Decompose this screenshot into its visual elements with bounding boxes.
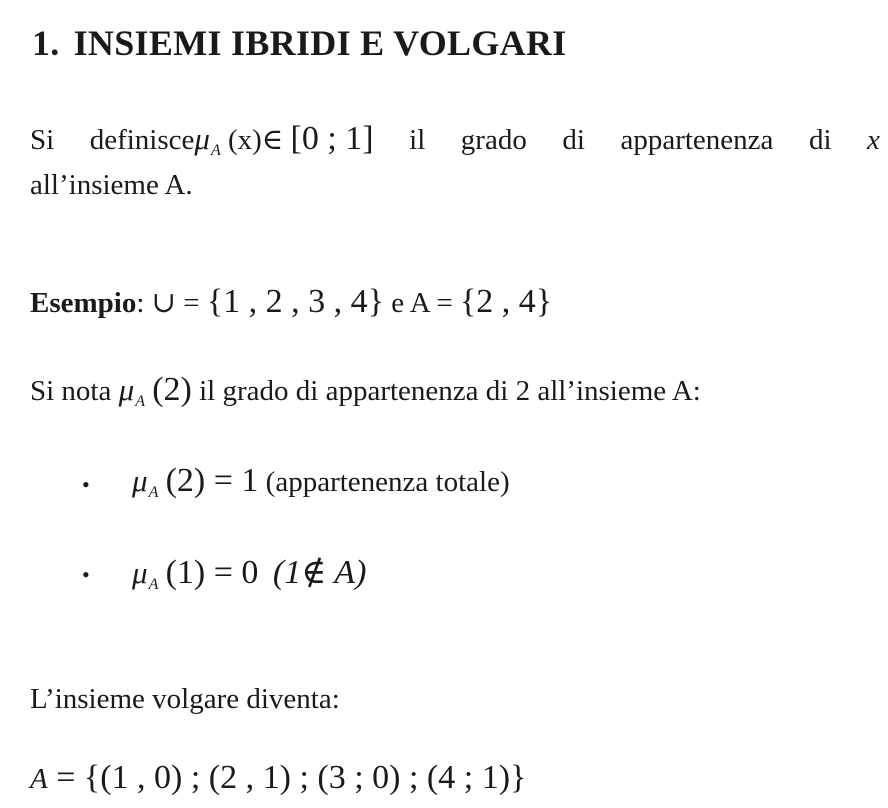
mu-subscript: A (148, 484, 159, 501)
example-connector: e A = (383, 287, 460, 319)
example-line (30, 282, 552, 323)
membership-arg: (x)∈ (227, 124, 284, 156)
section-heading (32, 22, 567, 64)
definition-line-1 (30, 120, 880, 160)
interval: [0 ; 1] (290, 120, 374, 157)
note-arg: (2) (152, 371, 192, 408)
definition-word: grado (460, 124, 527, 156)
definition-membership-expr (90, 120, 374, 160)
mu-symbol: μ (118, 372, 135, 407)
mu-subscript: A (148, 576, 159, 593)
definition-word: appartenenza (620, 124, 774, 156)
bullet-dot: • (82, 472, 90, 497)
bullet-note: (1∉ A) (272, 554, 367, 591)
note-suffix: il grado di appartenenza di 2 all’insieme A: (191, 375, 701, 407)
mu-symbol: μ (194, 121, 210, 156)
crisp-set-rhs: = {(1 , 0) ; (2 , 1) ; (3 ; 0) ; (4 ; 1)} (47, 759, 527, 796)
note-prefix: Si nota (30, 375, 119, 407)
universe-symbol: ∪ = (151, 287, 207, 319)
definition-word: di (808, 124, 832, 156)
section-title: INSIEMI IBRIDI E VOLGARI (73, 23, 567, 63)
definition-word: di (562, 124, 585, 156)
mu-subscript: A (210, 142, 221, 159)
mu-symbol: μ (132, 555, 148, 590)
bullet-dot: • (82, 562, 90, 587)
definition-word: il (409, 124, 426, 156)
definition-variable: x (867, 124, 880, 156)
bullet-item-2 (132, 552, 366, 594)
bullet-expr: (1) = 0 (165, 554, 259, 591)
crisp-set-formula (30, 758, 526, 799)
section-number: 1. (32, 23, 60, 63)
definition-line-2: all’insieme A. (30, 169, 193, 201)
example-colon: : (136, 287, 145, 319)
universe-set: {1 , 2 , 3 , 4} (206, 283, 384, 320)
mu-subscript: A (135, 393, 145, 410)
bullet-expr: (2) = 1 (165, 462, 259, 499)
note-line (30, 370, 701, 411)
definition-word: Si (30, 124, 55, 156)
definition-word: definisce (89, 124, 195, 156)
crisp-set-intro: L’insieme volgare diventa: (30, 683, 340, 715)
bullet-item-1 (132, 462, 510, 502)
mu-symbol: μ (132, 463, 148, 498)
a-set: {2 , 4} (459, 283, 553, 320)
example-label: Esempio (30, 287, 137, 319)
crisp-set-lhs: A (30, 763, 48, 795)
bullet-note: (appartenenza totale) (265, 466, 510, 498)
